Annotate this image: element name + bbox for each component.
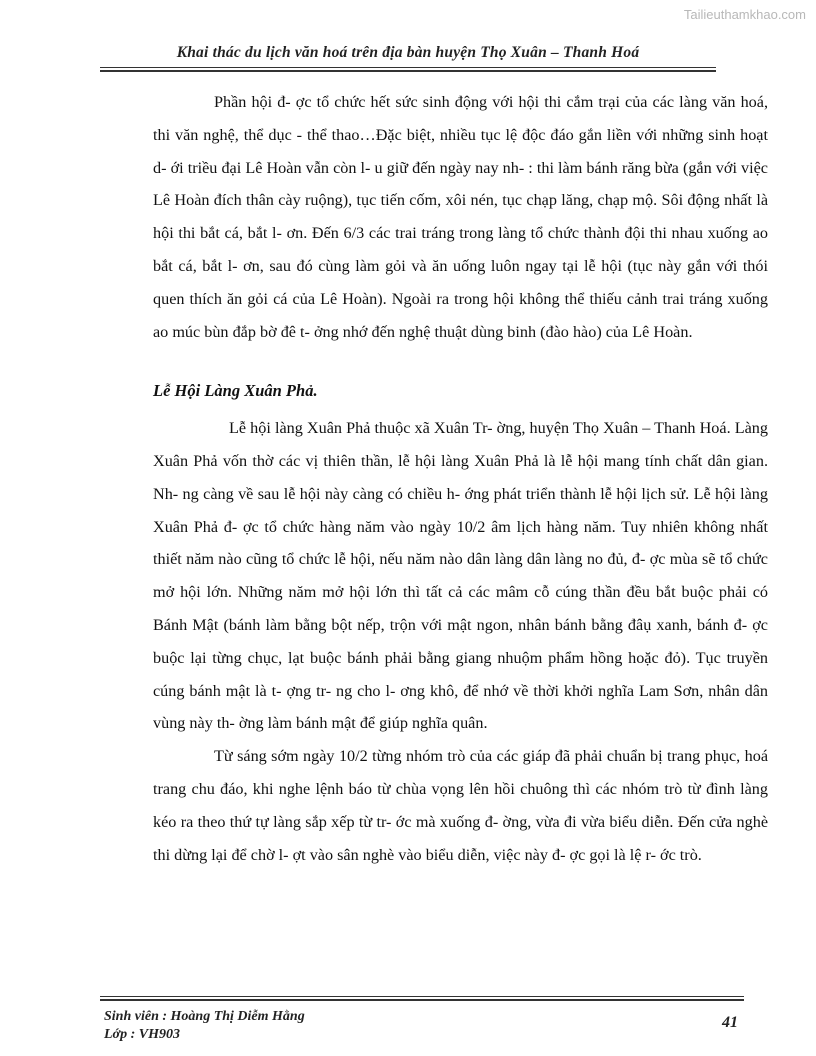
footer-class: Lớp : VH903 [104,1027,180,1042]
body-paragraph-1: Phần hội đ- ợc tổ chức hết sức sinh động với hội thi cắm trại của các làng văn hoá, thi văn nghệ, thể dục - thể thao…Đặc biệt, nhiều tục lệ độc đáo gắn liền với những sinh hoạt d- ới triều đại Lê Hoàn vẫn còn l- u giữ đến ngày nay nh- : thi làm bánh răng bừa (gắn với việc Lê Hoàn đích thân cày ruộng), tục tiến cốm, xôi nén, tục chạp lăng, chạp mộ. Sôi động nhất là hội thi bắt cá, bắt l- ơn. Đến 6/3 các trai tráng trong làng tổ chức thành đội thi nhau xuống ao bắt cá, bắt l- ơn, sau đó cùng làm gỏi và ăn uống luôn ngay tại lễ hội (tục này gắn với thói quen thích ăn gỏi cá của Lê Hoàn). Ngoài ra trong hội không thể thiếu cảnh trai tráng xuống ao múc bùn đắp bờ đê t- ởng nhớ đến nghệ thuật dùng binh (đào hào) của Lê Hoàn. [153,93,768,341]
footer-author-block [104,1008,305,1044]
page-number: 41 [722,1014,738,1031]
header-divider-thick [100,70,716,72]
watermark-text: Tailieuthamkhao.com [683,7,806,22]
running-header: Khai thác du lịch văn hoá trên địa bàn huyện Thọ Xuân – Thanh Hoá [176,44,640,61]
footer-student: Sinh viên : Hoàng Thị Diễm Hằng [104,1009,305,1024]
document-body [153,86,768,871]
header-divider [100,67,716,68]
body-paragraph-3: Từ sáng sớm ngày 10/2 từng nhóm trò của các giáp đã phải chuẩn bị trang phục, hoá trang chu đáo, khi nghe lệnh báo từ chùa vọng lên hồi chuông thì các nhóm trò từ đình làng kéo ra theo thứ tự làng sắp xếp từ tr- ớc mà xuống đ- ờng, vừa đi vừa biểu diễn. Đến cửa nghè thi dừng lại để chờ l- ợt vào sân nghè vào biểu diễn, việc này đ- ợc gọi là lệ r- ớc trò. [153,747,768,864]
footer-divider-thick [100,999,744,1001]
body-paragraph-2: Lễ hội làng Xuân Phả thuộc xã Xuân Tr- ờng, huyện Thọ Xuân – Thanh Hoá. Làng Xuân Phả vốn thờ các vị thiên thần, lễ hội làng Xuân Phả là lễ hội mang tính chất dân gian. Nh- ng càng về sau lễ hội này càng có chiều h- ớng phát triển thành lễ hội lịch sử. Lễ hội làng Xuân Phả đ- ợc tổ chức hàng năm vào ngày 10/2 âm lịch hàng năm. Tuy nhiên không nhất thiết năm nào cũng tổ chức lễ hội, nếu năm nào dân làng dân làng no đủ, đ- ợc mùa sẽ tổ chức mở hội lớn. Những năm mở hội lớn thì tất cả các mâm cỗ cúng thần đều bắt buộc phải có Bánh Mật (bánh làm bằng bột nếp, trộn với mật ngon, nhân bánh bằng đâụ xanh, bánh đ- ợc buộc lại từng chục, lạt buộc bánh phải bằng giang nhuộm phẩm hồng hoặc đỏ). Tục truyền cúng bánh mật là t- ợng tr- ng cho l- ơng khô, để nhớ về thời khởi nghĩa Lam Sơn, nhân dân vùng này th- ờng làm bánh mật để giúp nghĩa quân. [153,419,768,733]
footer-divider [100,996,744,997]
section-heading: Lễ Hội Làng Xuân Phả. [153,381,318,401]
